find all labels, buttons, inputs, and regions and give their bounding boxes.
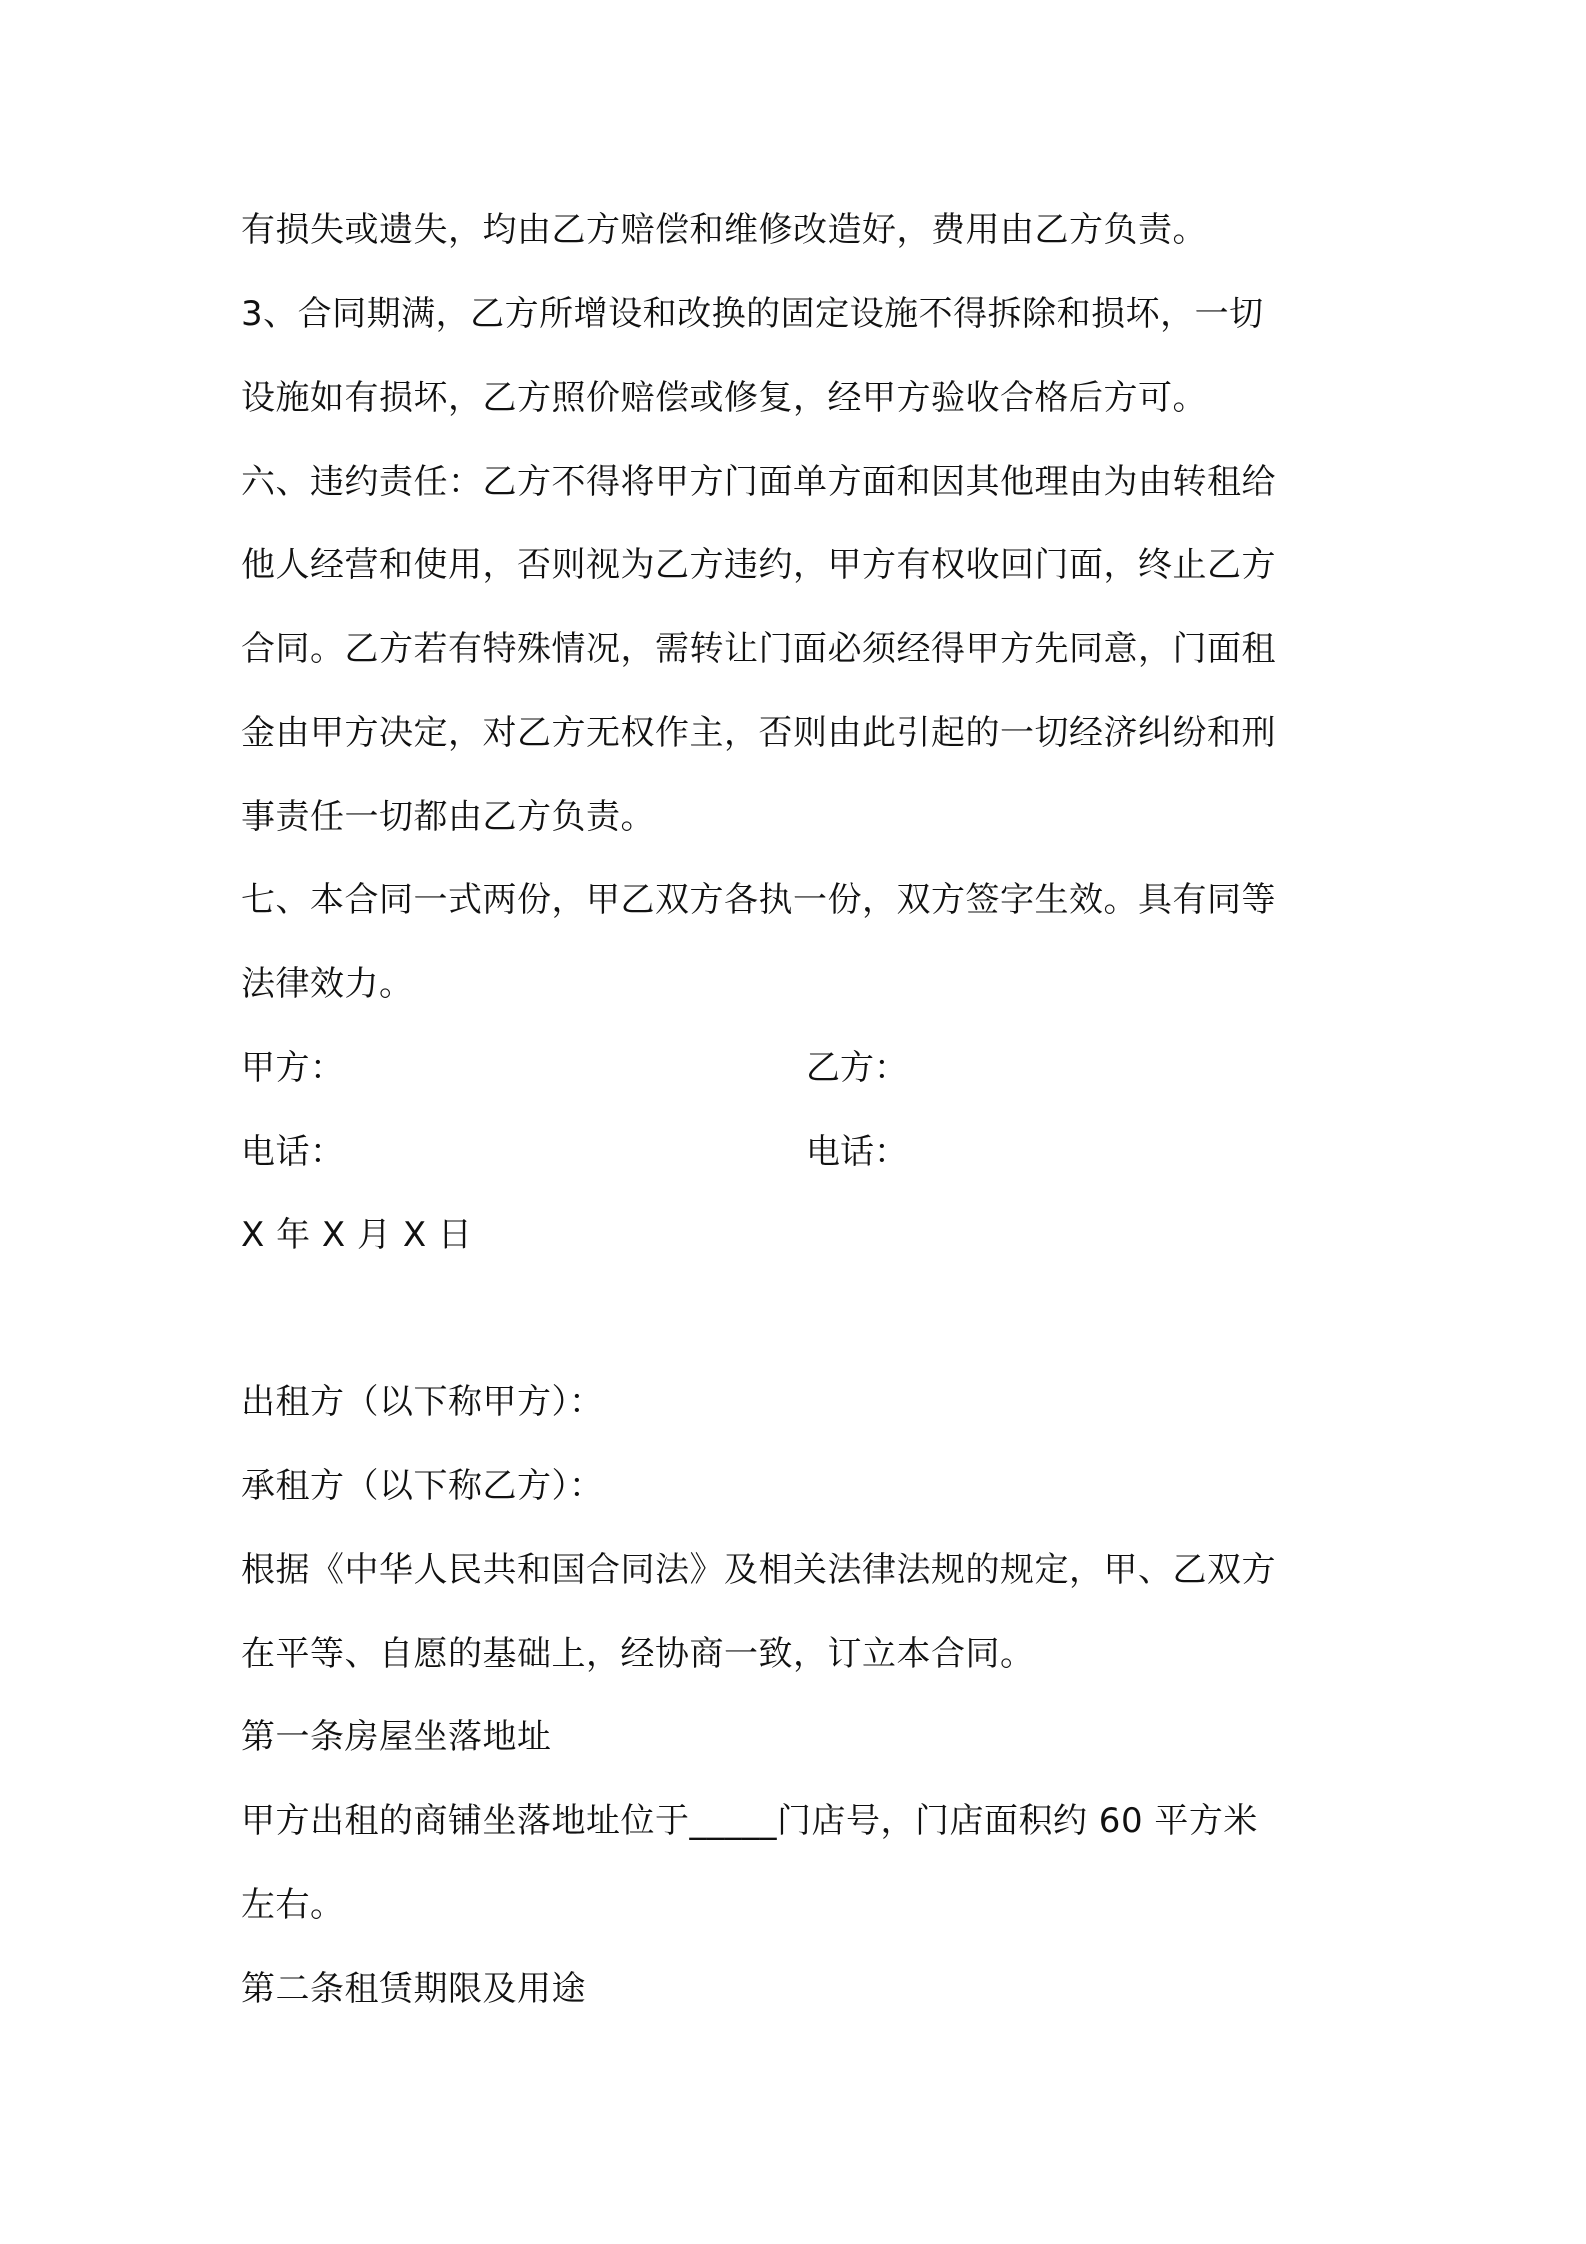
clause6-line2: 他人经营和使用，否则视为乙方违约，甲方有权收回门面，终止乙方 [241, 545, 1276, 585]
signature-date: X 年 X 月 X 日 [241, 1215, 473, 1255]
clause5-item3-line1: 3、合同期满，乙方所增设和改换的固定设施不得拆除和损坏，一切 [241, 294, 1264, 334]
clause6-line3: 合同。乙方若有特殊情况，需转让门面必须经得甲方先同意，门面租 [241, 629, 1276, 669]
phone-b-label: 电话： [806, 1132, 908, 1172]
clause7-line1: 七、本合同一式两份，甲乙双方各执一份，双方签字生效。具有同等 [241, 880, 1276, 920]
party-a-label: 甲方： [241, 1048, 345, 1088]
article1-body-line1: 甲方出租的商铺坐落地址位于_____门店号，门店面积约 60 平方米 [241, 1801, 1258, 1841]
clause5-continuation: 有损失或遗失，均由乙方赔偿和维修改造好，费用由乙方负责。 [241, 210, 1207, 250]
clause6-line4: 金由甲方决定，对乙方无权作主，否则由此引起的一切经济纠纷和刑 [241, 713, 1276, 753]
party-b-label: 乙方： [806, 1048, 908, 1088]
preamble-line2: 在平等、自愿的基础上，经协商一致，订立本合同。 [241, 1634, 1035, 1674]
article1-body-line2: 左右。 [241, 1885, 345, 1925]
clause5-item3-line2: 设施如有损坏，乙方照价赔偿或修复，经甲方验收合格后方可。 [241, 378, 1207, 418]
clause6-line1: 六、违约责任：乙方不得将甲方门面单方面和因其他理由为由转租给 [241, 462, 1276, 502]
article1-title: 第一条房屋坐落地址 [241, 1717, 552, 1757]
lessee-line: 承租方（以下称乙方）： [241, 1466, 604, 1506]
clause7-line2: 法律效力。 [241, 964, 414, 1004]
lessor-line: 出租方（以下称甲方）： [241, 1382, 604, 1422]
clause6-line5: 事责任一切都由乙方负责。 [241, 797, 655, 837]
preamble-line1: 根据《中华人民共和国合同法》及相关法律法规的规定，甲、乙双方 [241, 1550, 1276, 1590]
article2-title: 第二条租赁期限及用途 [241, 1969, 586, 2009]
phone-a-label: 电话： [241, 1132, 345, 1172]
